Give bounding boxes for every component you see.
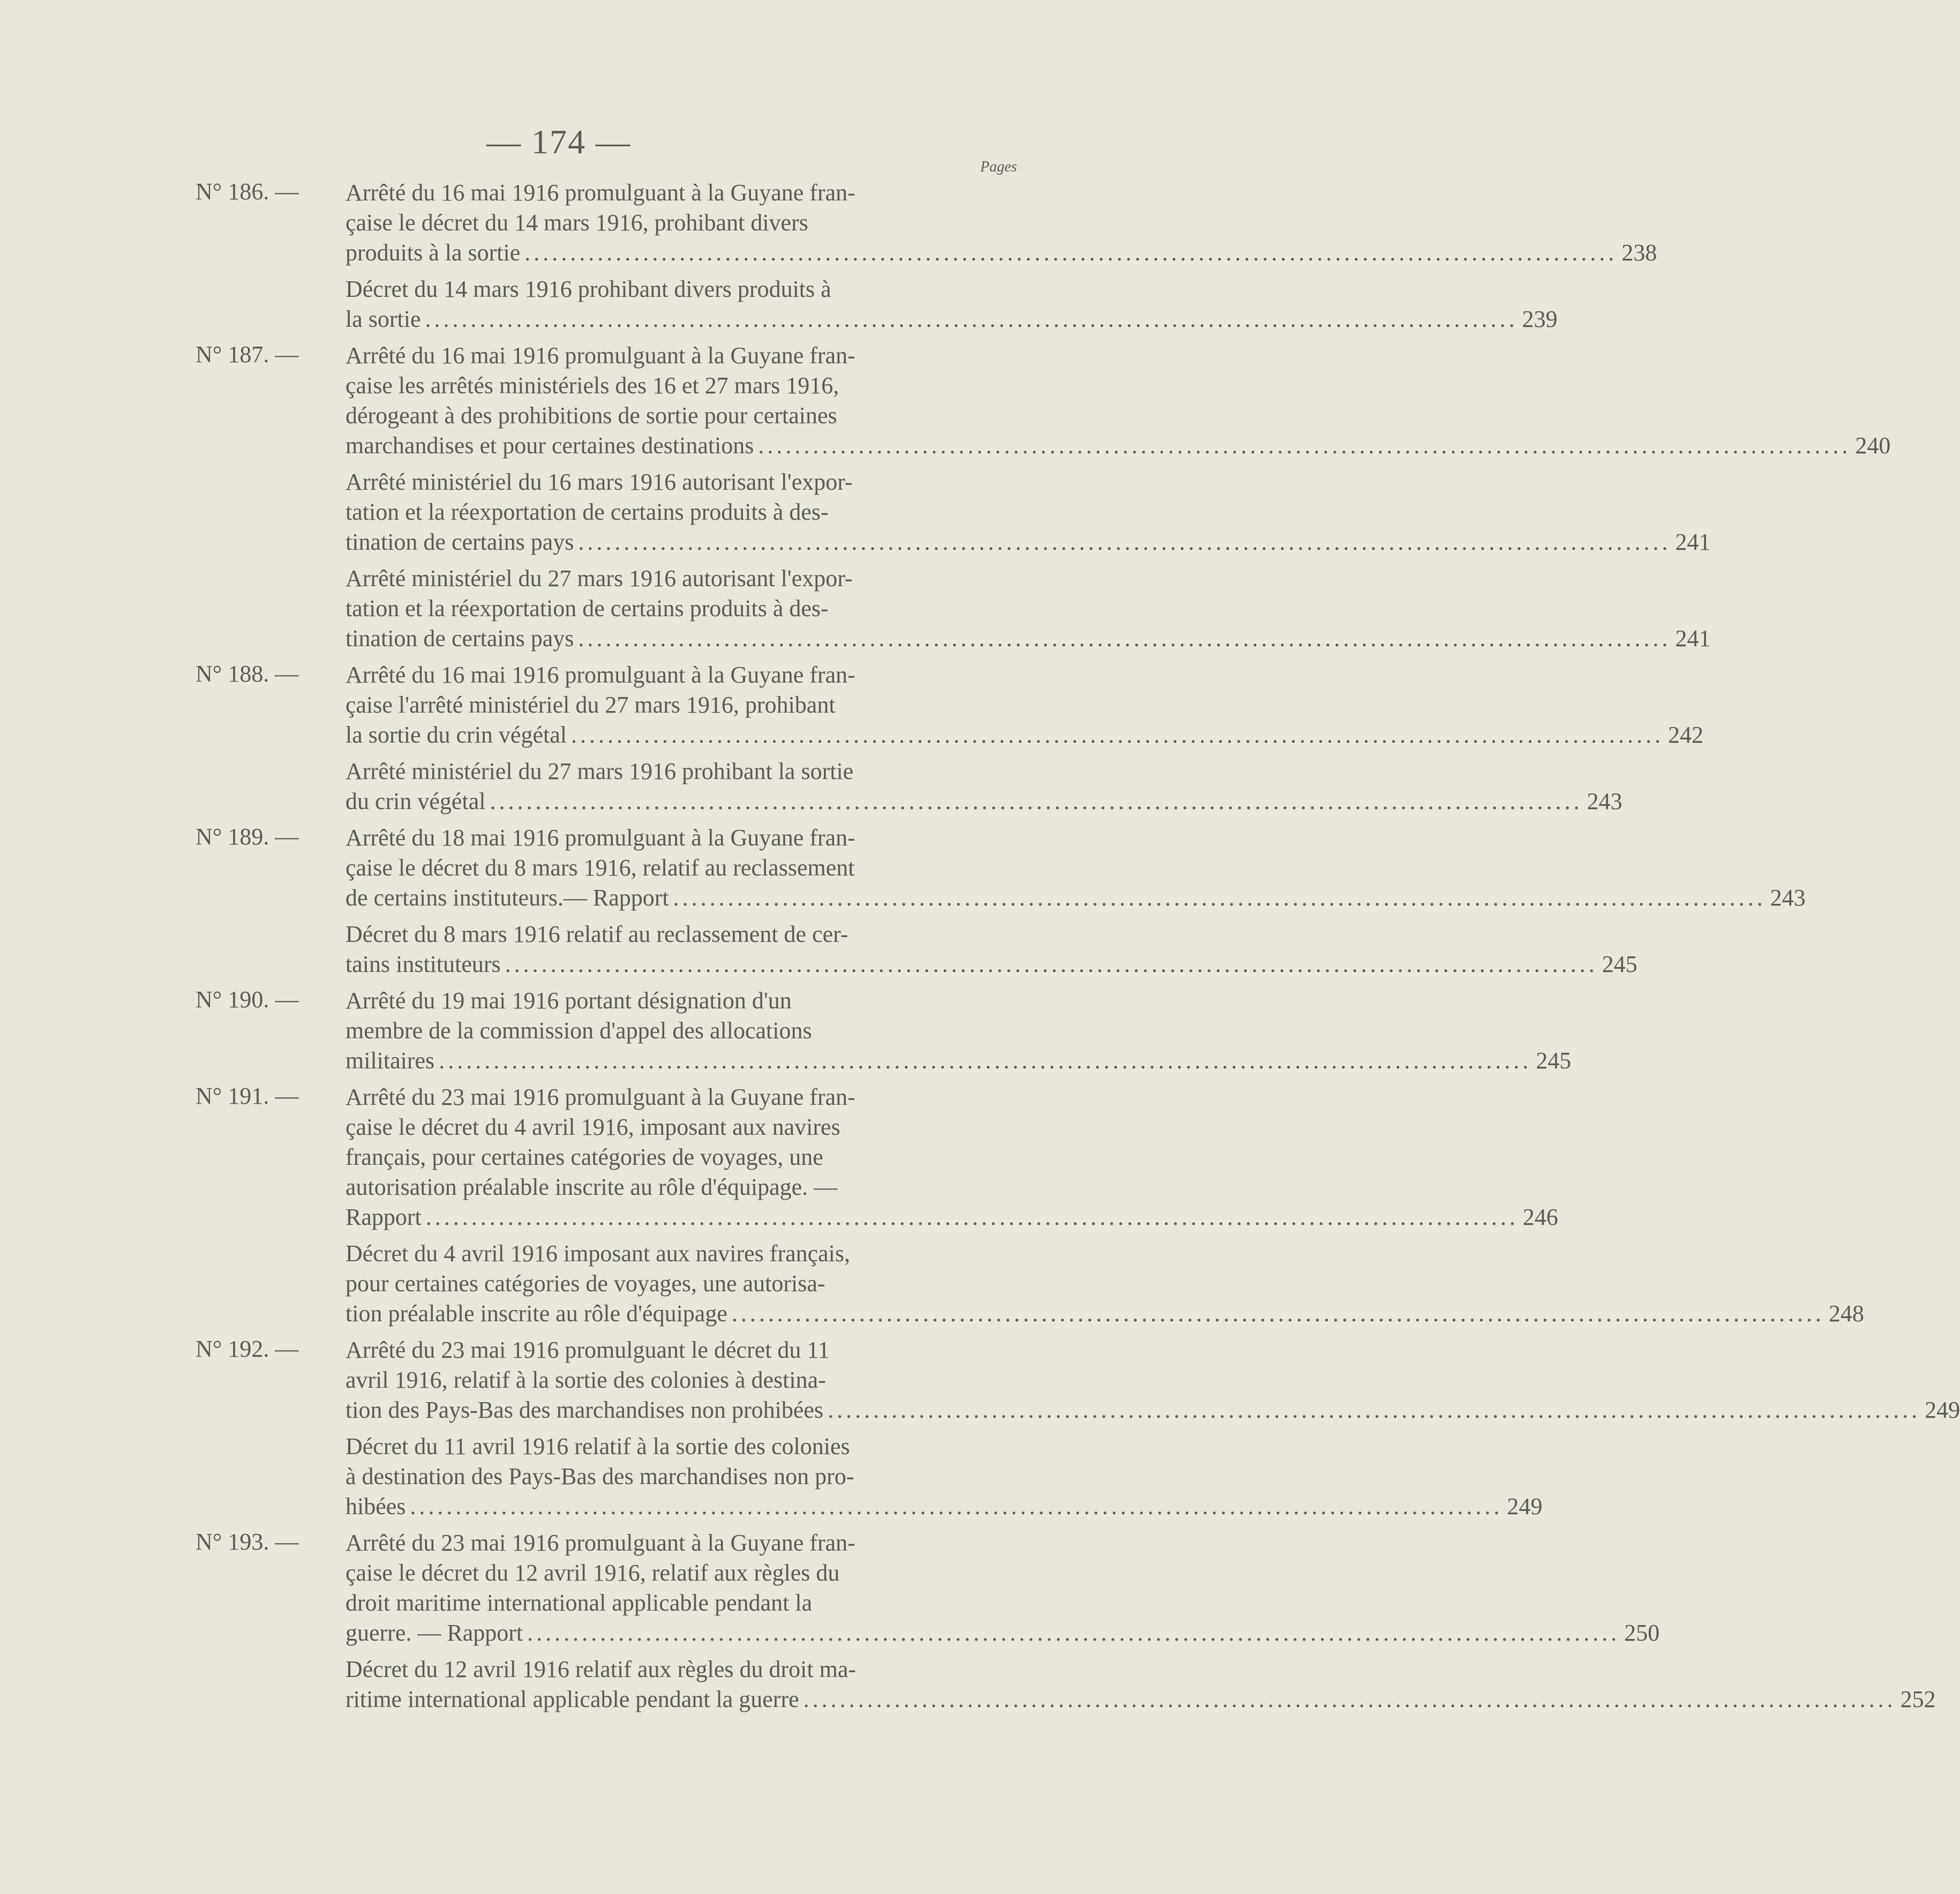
toc-item	[346, 986, 1572, 1076]
item-text-line: pour certaines catégories de voyages, une autorisa-	[346, 1270, 825, 1297]
toc-item	[346, 1528, 1660, 1648]
item-text-line: dérogeant à des prohibitions de sortie pour certaines	[346, 402, 837, 429]
item-last-line	[346, 1299, 1864, 1329]
toc-item	[346, 467, 1711, 557]
item-text-line: Arrêté du 16 mai 1916 promulguant à la Guyane fran-	[346, 662, 855, 688]
toc-item	[346, 274, 1558, 334]
page-reference: 239	[1522, 306, 1558, 332]
item-text-line: Arrêté du 23 mai 1916 promulguant à la Guyane fran-	[346, 1084, 855, 1110]
item-last-line	[346, 304, 1558, 334]
item-text-line: tation et la réexportation de certains produits à des-	[346, 595, 829, 622]
page-reference: 241	[1675, 529, 1711, 555]
item-text-line: çaise l'arrêté ministériel du 27 mars 1916, prohibant	[346, 692, 836, 718]
page-reference: 245	[1536, 1047, 1572, 1074]
dot-leader: ........................................................................................................................	[673, 885, 1766, 911]
page-reference: 238	[1621, 239, 1657, 266]
toc-entry	[0, 1335, 1960, 1522]
item-last-line	[346, 1046, 1572, 1076]
entry-number: N° 188. —	[196, 661, 299, 687]
page-reference: 252	[1900, 1686, 1936, 1712]
pages-column-header: Pages	[980, 159, 1017, 175]
page-reference: 248	[1828, 1300, 1864, 1327]
item-last-line	[346, 624, 1711, 654]
item-text-line: çaise le décret du 8 mars 1916, relatif au reclassement	[346, 855, 855, 881]
item-text-line: français, pour certaines catégories de voyages, une	[346, 1144, 823, 1170]
entry-number: N° 186. —	[196, 178, 299, 205]
item-last-line	[346, 1395, 1960, 1425]
item-last-line	[346, 1618, 1660, 1648]
page-reference: 249	[1925, 1397, 1960, 1423]
dot-leader: ........................................................................................................................	[570, 722, 1664, 748]
toc-entry	[0, 341, 1891, 654]
item-text-line: militaires	[346, 1047, 435, 1074]
item-last-line	[346, 720, 1703, 750]
toc-entry	[0, 660, 1703, 817]
toc-item	[346, 1082, 1558, 1232]
dot-leader: ........................................................................................................................	[578, 529, 1671, 555]
item-text-line: tination de certains pays	[346, 529, 574, 555]
toc-entry	[0, 1082, 1864, 1329]
dot-leader: ........................................................................................................................	[731, 1300, 1824, 1327]
dot-leader: ........................................................................................................................	[505, 951, 1598, 977]
item-text-line: Arrêté ministériel du 27 mars 1916 autorisant l'expor-	[346, 565, 853, 592]
item-text-line: Arrêté du 19 mai 1916 portant désignation d'un	[346, 987, 792, 1014]
item-text-line: droit maritime international applicable pendant la	[346, 1590, 813, 1616]
item-text-line: marchandises et pour certaines destinations	[346, 432, 754, 459]
item-text-line: la sortie du crin végétal	[346, 722, 567, 748]
page-reference: 249	[1507, 1493, 1543, 1519]
item-text-line: çaise les arrêtés ministériels des 16 et 27 mars 1916,	[346, 372, 839, 399]
item-text-line: Décret du 11 avril 1916 relatif à la sortie des colonies	[346, 1433, 850, 1459]
item-text-line: guerre. — Rapport	[346, 1620, 523, 1646]
entry-number: N° 190. —	[196, 986, 299, 1013]
item-text-line: Décret du 14 mars 1916 prohibant divers produits à	[346, 276, 831, 302]
item-text-line: tion préalable inscrite au rôle d'équipage	[346, 1300, 727, 1327]
dot-leader: ........................................................................................................................	[803, 1686, 1896, 1712]
toc-item	[346, 823, 1806, 913]
item-text-line: çaise le décret du 14 mars 1916, prohibant divers	[346, 209, 808, 236]
dot-leader: ........................................................................................................................	[758, 432, 1851, 459]
item-last-line	[346, 1685, 1936, 1715]
item-text-line: hibées	[346, 1493, 406, 1519]
item-last-line	[346, 883, 1806, 913]
dot-leader: ........................................................................................................................	[524, 239, 1618, 266]
item-text-line: ritime international applicable pendant la guerre	[346, 1686, 799, 1712]
page-reference: 242	[1668, 722, 1703, 748]
item-text-line: Décret du 8 mars 1916 relatif au reclassement de cer-	[346, 921, 848, 947]
entry-number: N° 192. —	[196, 1336, 299, 1362]
page-reference: 246	[1522, 1204, 1558, 1230]
item-text-line: membre de la commission d'appel des allocations	[346, 1017, 812, 1044]
table-of-contents	[0, 178, 1960, 1721]
toc-item	[346, 1655, 1936, 1715]
item-text-line: à destination des Pays-Bas des marchandises non pro-	[346, 1463, 854, 1489]
item-text-line: Arrêté du 16 mai 1916 promulguant à la Guyane fran-	[346, 342, 855, 369]
item-text-line: Arrêté du 23 mai 1916 promulguant à la Guyane fran-	[346, 1530, 855, 1556]
item-text-line: Rapport	[346, 1204, 422, 1230]
dot-leader: ........................................................................................................................	[527, 1620, 1620, 1646]
toc-item	[346, 564, 1711, 654]
dot-leader: ........................................................................................................................	[439, 1047, 1532, 1074]
item-text-line: çaise le décret du 12 avril 1916, relatif aux règles du	[346, 1560, 840, 1586]
page-reference: 240	[1855, 432, 1891, 459]
page-reference: 245	[1602, 951, 1638, 977]
item-text-line: avril 1916, relatif à la sortie des colonies à destina-	[346, 1367, 826, 1393]
item-text-line: tination de certains pays	[346, 625, 574, 652]
item-text-line: Décret du 12 avril 1916 relatif aux règles du droit ma-	[346, 1656, 857, 1682]
page-number: — 174 —	[486, 123, 631, 161]
dot-leader: ........................................................................................................................	[828, 1397, 1921, 1423]
page-reference: 241	[1675, 625, 1711, 652]
toc-entry	[0, 986, 1572, 1076]
dot-leader: ........................................................................................................................	[425, 306, 1518, 332]
item-last-line	[346, 1492, 1543, 1522]
item-text-line: de certains instituteurs.— Rapport	[346, 885, 669, 911]
item-text-line: du crin végétal	[346, 788, 486, 814]
item-text-line: Arrêté du 18 mai 1916 promulguant à la Guyane fran-	[346, 825, 855, 851]
dot-leader: ........................................................................................................................	[410, 1493, 1503, 1519]
dot-leader: ........................................................................................................................	[490, 788, 1583, 814]
page-reference: 243	[1587, 788, 1623, 814]
item-text-line: Décret du 4 avril 1916 imposant aux navires français,	[346, 1240, 851, 1267]
toc-item	[346, 1335, 1960, 1425]
item-last-line	[346, 787, 1623, 817]
toc-item	[346, 178, 1657, 268]
item-text-line: Arrêté du 23 mai 1916 promulguant le décret du 11	[346, 1337, 830, 1363]
item-text-line: tains instituteurs	[346, 951, 501, 977]
toc-entry	[0, 178, 1657, 334]
item-text-line: Arrêté ministériel du 27 mars 1916 prohibant la sortie	[346, 758, 854, 784]
item-text-line: çaise le décret du 4 avril 1916, imposant aux navires	[346, 1114, 840, 1140]
toc-entry	[0, 823, 1806, 979]
toc-item	[346, 757, 1623, 817]
toc-item	[346, 1239, 1864, 1329]
entry-number: N° 187. —	[196, 341, 299, 368]
item-text-line: Arrêté du 16 mai 1916 promulguant à la Guyane fran-	[346, 179, 855, 206]
item-text-line: tation et la réexportation de certains produits à des-	[346, 499, 829, 525]
item-last-line	[346, 238, 1657, 268]
item-last-line	[346, 1202, 1558, 1232]
item-text-line: autorisation préalable inscrite au rôle d'équipage. —	[346, 1174, 838, 1200]
item-text-line: produits à la sortie	[346, 239, 521, 266]
entry-number: N° 193. —	[196, 1529, 299, 1555]
toc-item	[346, 919, 1638, 979]
page-reference: 250	[1624, 1620, 1660, 1646]
item-last-line	[346, 527, 1711, 557]
item-text-line: Arrêté ministériel du 16 mars 1916 autorisant l'expor-	[346, 469, 853, 495]
toc-item	[346, 660, 1703, 750]
toc-item	[346, 1432, 1543, 1522]
entry-number: N° 191. —	[196, 1083, 299, 1109]
dot-leader: ........................................................................................................................	[425, 1204, 1519, 1230]
dot-leader: ........................................................................................................................	[578, 625, 1671, 652]
page-reference: 243	[1770, 885, 1806, 911]
toc-entry	[0, 1528, 1936, 1715]
toc-item	[346, 341, 1891, 461]
item-last-line	[346, 431, 1891, 461]
item-text-line: tion des Pays-Bas des marchandises non prohibées	[346, 1397, 824, 1423]
item-text-line: la sortie	[346, 306, 421, 332]
item-last-line	[346, 949, 1638, 979]
entry-number: N° 189. —	[196, 824, 299, 850]
